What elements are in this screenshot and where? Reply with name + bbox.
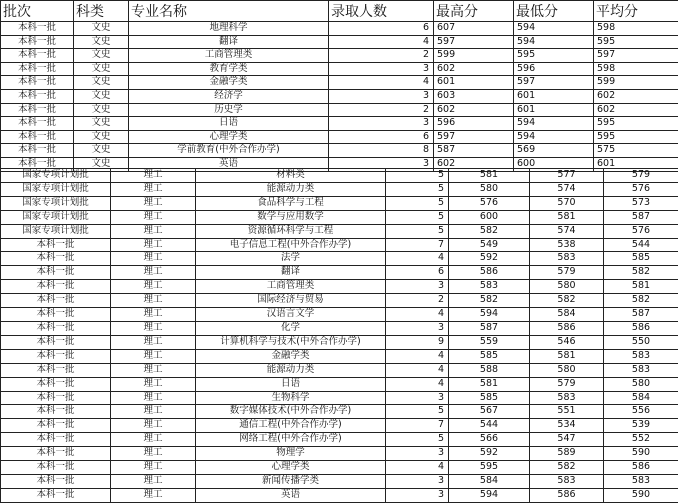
major-cell: 计算机科学与技术(中外合作办学) — [196, 335, 386, 349]
max-score-cell: 600 — [449, 210, 530, 224]
table-row — [1, 89, 678, 103]
avg-score-cell: 587 — [604, 308, 678, 322]
batch-cell: 本科一批 — [1, 308, 111, 322]
major-cell: 生物科学 — [196, 391, 386, 405]
min-score-cell: 581 — [530, 349, 604, 363]
max-score-cell: 597 — [434, 130, 514, 144]
max-score-cell: 549 — [449, 238, 530, 252]
header-category: 科类 — [74, 1, 129, 22]
batch-cell: 本科一批 — [1, 433, 111, 447]
batch-cell: 本科一批 — [1, 76, 74, 90]
avg-score-cell: 597 — [594, 49, 678, 63]
category-cell: 理工 — [111, 321, 196, 335]
header-batch: 批次 — [1, 1, 74, 22]
max-score-cell: 602 — [434, 103, 514, 117]
avg-score-cell: 576 — [604, 182, 678, 196]
min-score-cell: 594 — [514, 22, 594, 36]
admitted-cell: 7 — [386, 238, 449, 252]
major-cell: 学前教育(中外合作办学) — [129, 144, 329, 158]
avg-score-cell: 586 — [604, 321, 678, 335]
avg-score-cell: 585 — [604, 252, 678, 266]
max-score-cell: 587 — [449, 321, 530, 335]
admitted-cell: 2 — [329, 103, 434, 117]
category-cell: 理工 — [111, 433, 196, 447]
major-cell: 数字媒体技术(中外合作办学) — [196, 405, 386, 419]
max-score-cell: 594 — [449, 308, 530, 322]
major-cell: 翻译 — [196, 266, 386, 280]
admitted-cell: 6 — [329, 22, 434, 36]
top-table-body — [1, 22, 678, 172]
header-major: 专业名称 — [129, 1, 329, 22]
category-cell: 文史 — [74, 144, 129, 158]
max-score-cell: 595 — [449, 461, 530, 475]
admitted-cell: 6 — [386, 266, 449, 280]
major-cell: 化学 — [196, 321, 386, 335]
avg-score-cell: 602 — [594, 89, 678, 103]
batch-cell: 本科一批 — [1, 405, 111, 419]
max-score-cell: 581 — [449, 377, 530, 391]
major-cell: 教育学类 — [129, 62, 329, 76]
min-score-cell: 579 — [530, 266, 604, 280]
max-score-cell: 592 — [449, 252, 530, 266]
avg-score-cell: 583 — [604, 474, 678, 488]
batch-cell: 本科一批 — [1, 280, 111, 294]
header-avg: 平均分 — [594, 1, 678, 22]
max-score-cell: 582 — [449, 294, 530, 308]
avg-score-cell: 595 — [594, 130, 678, 144]
batch-cell: 本科一批 — [1, 447, 111, 461]
min-score-cell: 594 — [514, 117, 594, 131]
min-score-cell: 551 — [530, 405, 604, 419]
avg-score-cell: 602 — [594, 103, 678, 117]
batch-cell: 本科一批 — [1, 266, 111, 280]
batch-cell: 本科一批 — [1, 35, 74, 49]
table-row — [1, 377, 678, 391]
admitted-cell: 3 — [386, 391, 449, 405]
admitted-cell: 9 — [386, 335, 449, 349]
min-score-cell: 589 — [530, 447, 604, 461]
header-max: 最高分 — [434, 1, 514, 22]
admitted-cell: 8 — [329, 144, 434, 158]
min-score-cell: 586 — [530, 321, 604, 335]
max-score-cell: 603 — [434, 89, 514, 103]
admitted-cell: 2 — [329, 49, 434, 63]
avg-score-cell: 590 — [604, 488, 678, 502]
table-row — [1, 49, 678, 63]
table-row — [1, 474, 678, 488]
max-score-cell: 584 — [449, 474, 530, 488]
bottom-score-table — [0, 168, 678, 503]
table-row — [1, 169, 678, 183]
table-row — [1, 35, 678, 49]
min-score-cell: 586 — [530, 488, 604, 502]
category-cell: 理工 — [111, 196, 196, 210]
min-score-cell: 594 — [514, 130, 594, 144]
avg-score-cell: 595 — [594, 35, 678, 49]
category-cell: 文史 — [74, 157, 129, 171]
avg-score-cell: 583 — [604, 349, 678, 363]
max-score-cell: 567 — [449, 405, 530, 419]
category-cell: 理工 — [111, 294, 196, 308]
major-cell: 日语 — [196, 377, 386, 391]
avg-score-cell: 587 — [604, 210, 678, 224]
batch-cell: 本科一批 — [1, 391, 111, 405]
major-cell: 通信工程(中外合作办学) — [196, 419, 386, 433]
category-cell: 理工 — [111, 252, 196, 266]
table-row — [1, 238, 678, 252]
admitted-cell: 4 — [329, 76, 434, 90]
batch-cell: 本科一批 — [1, 461, 111, 475]
major-cell: 金融学类 — [129, 76, 329, 90]
admitted-cell: 5 — [386, 224, 449, 238]
avg-score-cell: 582 — [604, 294, 678, 308]
max-score-cell: 583 — [449, 280, 530, 294]
category-cell: 理工 — [111, 474, 196, 488]
category-cell: 文史 — [74, 103, 129, 117]
header-admitted: 录取人数 — [329, 1, 434, 22]
batch-cell: 本科一批 — [1, 363, 111, 377]
category-cell: 文史 — [74, 49, 129, 63]
avg-score-cell: 550 — [604, 335, 678, 349]
max-score-cell: 581 — [449, 169, 530, 183]
major-cell: 心理学类 — [196, 461, 386, 475]
min-score-cell: 582 — [530, 461, 604, 475]
avg-score-cell: 601 — [594, 157, 678, 171]
avg-score-cell: 599 — [594, 76, 678, 90]
major-cell: 法学 — [196, 252, 386, 266]
major-cell: 国际经济与贸易 — [196, 294, 386, 308]
batch-cell: 本科一批 — [1, 419, 111, 433]
min-score-cell: 600 — [514, 157, 594, 171]
admitted-cell: 3 — [386, 321, 449, 335]
min-score-cell: 580 — [530, 280, 604, 294]
table-row — [1, 62, 678, 76]
avg-score-cell: 595 — [594, 117, 678, 131]
admitted-cell: 3 — [386, 474, 449, 488]
batch-cell: 本科一批 — [1, 157, 74, 171]
max-score-cell: 599 — [434, 49, 514, 63]
min-score-cell: 579 — [530, 377, 604, 391]
table-row — [1, 76, 678, 90]
major-cell: 新闻传播学类 — [196, 474, 386, 488]
batch-cell: 本科一批 — [1, 103, 74, 117]
admitted-cell: 3 — [386, 447, 449, 461]
batch-cell: 国家专项计划批 — [1, 210, 111, 224]
table-row — [1, 461, 678, 475]
table-row — [1, 294, 678, 308]
major-cell: 历史学 — [129, 103, 329, 117]
min-score-cell: 580 — [530, 363, 604, 377]
admitted-cell: 3 — [329, 157, 434, 171]
table-row — [1, 144, 678, 158]
min-score-cell: 538 — [530, 238, 604, 252]
min-score-cell: 596 — [514, 62, 594, 76]
max-score-cell: 587 — [434, 144, 514, 158]
category-cell: 理工 — [111, 363, 196, 377]
batch-cell: 本科一批 — [1, 144, 74, 158]
min-score-cell: 582 — [530, 294, 604, 308]
max-score-cell: 566 — [449, 433, 530, 447]
category-cell: 理工 — [111, 224, 196, 238]
category-cell: 文史 — [74, 35, 129, 49]
batch-cell: 本科一批 — [1, 89, 74, 103]
admitted-cell: 3 — [329, 89, 434, 103]
batch-cell: 国家专项计划批 — [1, 169, 111, 183]
admitted-cell: 4 — [386, 363, 449, 377]
batch-cell: 本科一批 — [1, 474, 111, 488]
max-score-cell: 559 — [449, 335, 530, 349]
category-cell: 理工 — [111, 335, 196, 349]
min-score-cell: 534 — [530, 419, 604, 433]
avg-score-cell: 583 — [604, 363, 678, 377]
max-score-cell: 602 — [434, 157, 514, 171]
major-cell: 日语 — [129, 117, 329, 131]
min-score-cell: 577 — [530, 169, 604, 183]
category-cell: 理工 — [111, 447, 196, 461]
major-cell: 工商管理类 — [129, 49, 329, 63]
min-score-cell: 601 — [514, 103, 594, 117]
max-score-cell: 544 — [449, 419, 530, 433]
min-score-cell: 547 — [530, 433, 604, 447]
category-cell: 理工 — [111, 238, 196, 252]
batch-cell: 本科一批 — [1, 294, 111, 308]
table-row — [1, 488, 678, 502]
avg-score-cell: 573 — [604, 196, 678, 210]
table-row — [1, 308, 678, 322]
table-row — [1, 117, 678, 131]
avg-score-cell: 579 — [604, 169, 678, 183]
avg-score-cell: 539 — [604, 419, 678, 433]
avg-score-cell: 544 — [604, 238, 678, 252]
admitted-cell: 3 — [386, 280, 449, 294]
table-row — [1, 321, 678, 335]
min-score-cell: 570 — [530, 196, 604, 210]
header-min: 最低分 — [514, 1, 594, 22]
batch-cell: 本科一批 — [1, 49, 74, 63]
admitted-cell: 4 — [386, 308, 449, 322]
avg-score-cell: 556 — [604, 405, 678, 419]
table-row — [1, 447, 678, 461]
major-cell: 网络工程(中外合作办学) — [196, 433, 386, 447]
min-score-cell: 574 — [530, 224, 604, 238]
batch-cell: 国家专项计划批 — [1, 182, 111, 196]
admitted-cell: 3 — [329, 62, 434, 76]
batch-cell: 本科一批 — [1, 377, 111, 391]
table-row — [1, 280, 678, 294]
category-cell: 理工 — [111, 182, 196, 196]
header-row — [1, 1, 678, 22]
admitted-cell: 5 — [386, 210, 449, 224]
batch-cell: 本科一批 — [1, 22, 74, 36]
category-cell: 文史 — [74, 76, 129, 90]
avg-score-cell: 584 — [604, 391, 678, 405]
category-cell: 理工 — [111, 266, 196, 280]
batch-cell: 本科一批 — [1, 62, 74, 76]
top-score-table — [0, 0, 678, 172]
batch-cell: 本科一批 — [1, 117, 74, 131]
category-cell: 理工 — [111, 169, 196, 183]
major-cell: 英语 — [129, 157, 329, 171]
batch-cell: 本科一批 — [1, 130, 74, 144]
avg-score-cell: 580 — [604, 377, 678, 391]
category-cell: 理工 — [111, 280, 196, 294]
avg-score-cell: 590 — [604, 447, 678, 461]
admitted-cell: 6 — [329, 130, 434, 144]
batch-cell: 本科一批 — [1, 321, 111, 335]
avg-score-cell: 582 — [604, 266, 678, 280]
table-row — [1, 130, 678, 144]
category-cell: 理工 — [111, 405, 196, 419]
avg-score-cell: 598 — [594, 22, 678, 36]
category-cell: 文史 — [74, 22, 129, 36]
admitted-cell: 7 — [386, 419, 449, 433]
max-score-cell: 607 — [434, 22, 514, 36]
avg-score-cell: 576 — [604, 224, 678, 238]
min-score-cell: 583 — [530, 391, 604, 405]
category-cell: 理工 — [111, 419, 196, 433]
avg-score-cell: 575 — [594, 144, 678, 158]
table-row — [1, 266, 678, 280]
major-cell: 工商管理类 — [196, 280, 386, 294]
max-score-cell: 594 — [449, 488, 530, 502]
category-cell: 理工 — [111, 308, 196, 322]
category-cell: 理工 — [111, 461, 196, 475]
table-row — [1, 349, 678, 363]
batch-cell: 国家专项计划批 — [1, 224, 111, 238]
major-cell: 地理科学 — [129, 22, 329, 36]
major-cell: 汉语言文学 — [196, 308, 386, 322]
max-score-cell: 580 — [449, 182, 530, 196]
table-row — [1, 335, 678, 349]
table-row — [1, 103, 678, 117]
avg-score-cell: 552 — [604, 433, 678, 447]
major-cell: 能源动力类 — [196, 182, 386, 196]
max-score-cell: 602 — [434, 62, 514, 76]
min-score-cell: 597 — [514, 76, 594, 90]
category-cell: 理工 — [111, 349, 196, 363]
admitted-cell: 5 — [386, 433, 449, 447]
admitted-cell: 3 — [386, 488, 449, 502]
major-cell: 数学与应用数学 — [196, 210, 386, 224]
table-row — [1, 210, 678, 224]
min-score-cell: 574 — [530, 182, 604, 196]
category-cell: 文史 — [74, 117, 129, 131]
admitted-cell: 5 — [386, 196, 449, 210]
max-score-cell: 596 — [434, 117, 514, 131]
min-score-cell: 583 — [530, 252, 604, 266]
max-score-cell: 588 — [449, 363, 530, 377]
major-cell: 电子信息工程(中外合作办学) — [196, 238, 386, 252]
table-row — [1, 363, 678, 377]
major-cell: 金融学类 — [196, 349, 386, 363]
batch-cell: 本科一批 — [1, 349, 111, 363]
avg-score-cell: 598 — [594, 62, 678, 76]
max-score-cell: 576 — [449, 196, 530, 210]
admitted-cell: 5 — [386, 169, 449, 183]
max-score-cell: 586 — [449, 266, 530, 280]
avg-score-cell: 581 — [604, 280, 678, 294]
admitted-cell: 4 — [386, 252, 449, 266]
category-cell: 文史 — [74, 89, 129, 103]
major-cell: 翻译 — [129, 35, 329, 49]
major-cell: 经济学 — [129, 89, 329, 103]
major-cell: 物理学 — [196, 447, 386, 461]
admitted-cell: 3 — [329, 117, 434, 131]
admitted-cell: 2 — [386, 294, 449, 308]
admitted-cell: 5 — [386, 405, 449, 419]
major-cell: 资源循环科学与工程 — [196, 224, 386, 238]
avg-score-cell: 586 — [604, 461, 678, 475]
category-cell: 理工 — [111, 377, 196, 391]
admitted-cell: 4 — [386, 461, 449, 475]
max-score-cell: 585 — [449, 349, 530, 363]
table-row — [1, 196, 678, 210]
category-cell: 理工 — [111, 391, 196, 405]
table-row — [1, 22, 678, 36]
max-score-cell: 601 — [434, 76, 514, 90]
category-cell: 文史 — [74, 62, 129, 76]
batch-cell: 本科一批 — [1, 238, 111, 252]
min-score-cell: 583 — [530, 474, 604, 488]
major-cell: 食品科学与工程 — [196, 196, 386, 210]
max-score-cell: 585 — [449, 391, 530, 405]
min-score-cell: 581 — [530, 210, 604, 224]
batch-cell: 本科一批 — [1, 488, 111, 502]
major-cell: 材料类 — [196, 169, 386, 183]
table-row — [1, 252, 678, 266]
category-cell: 文史 — [74, 130, 129, 144]
batch-cell: 本科一批 — [1, 252, 111, 266]
admitted-cell: 4 — [386, 377, 449, 391]
major-cell: 英语 — [196, 488, 386, 502]
min-score-cell: 595 — [514, 49, 594, 63]
table-row — [1, 433, 678, 447]
min-score-cell: 546 — [530, 335, 604, 349]
min-score-cell: 569 — [514, 144, 594, 158]
max-score-cell: 582 — [449, 224, 530, 238]
table-row — [1, 224, 678, 238]
table-row — [1, 391, 678, 405]
max-score-cell: 592 — [449, 447, 530, 461]
batch-cell: 本科一批 — [1, 335, 111, 349]
table-row — [1, 182, 678, 196]
min-score-cell: 584 — [530, 308, 604, 322]
min-score-cell: 601 — [514, 89, 594, 103]
table-row — [1, 405, 678, 419]
admitted-cell: 5 — [386, 182, 449, 196]
admitted-cell: 4 — [329, 35, 434, 49]
admitted-cell: 4 — [386, 349, 449, 363]
major-cell: 心理学类 — [129, 130, 329, 144]
max-score-cell: 597 — [434, 35, 514, 49]
major-cell: 能源动力类 — [196, 363, 386, 377]
min-score-cell: 594 — [514, 35, 594, 49]
bottom-table-body — [1, 169, 678, 503]
category-cell: 理工 — [111, 210, 196, 224]
category-cell: 理工 — [111, 488, 196, 502]
batch-cell: 国家专项计划批 — [1, 196, 111, 210]
table-row — [1, 419, 678, 433]
